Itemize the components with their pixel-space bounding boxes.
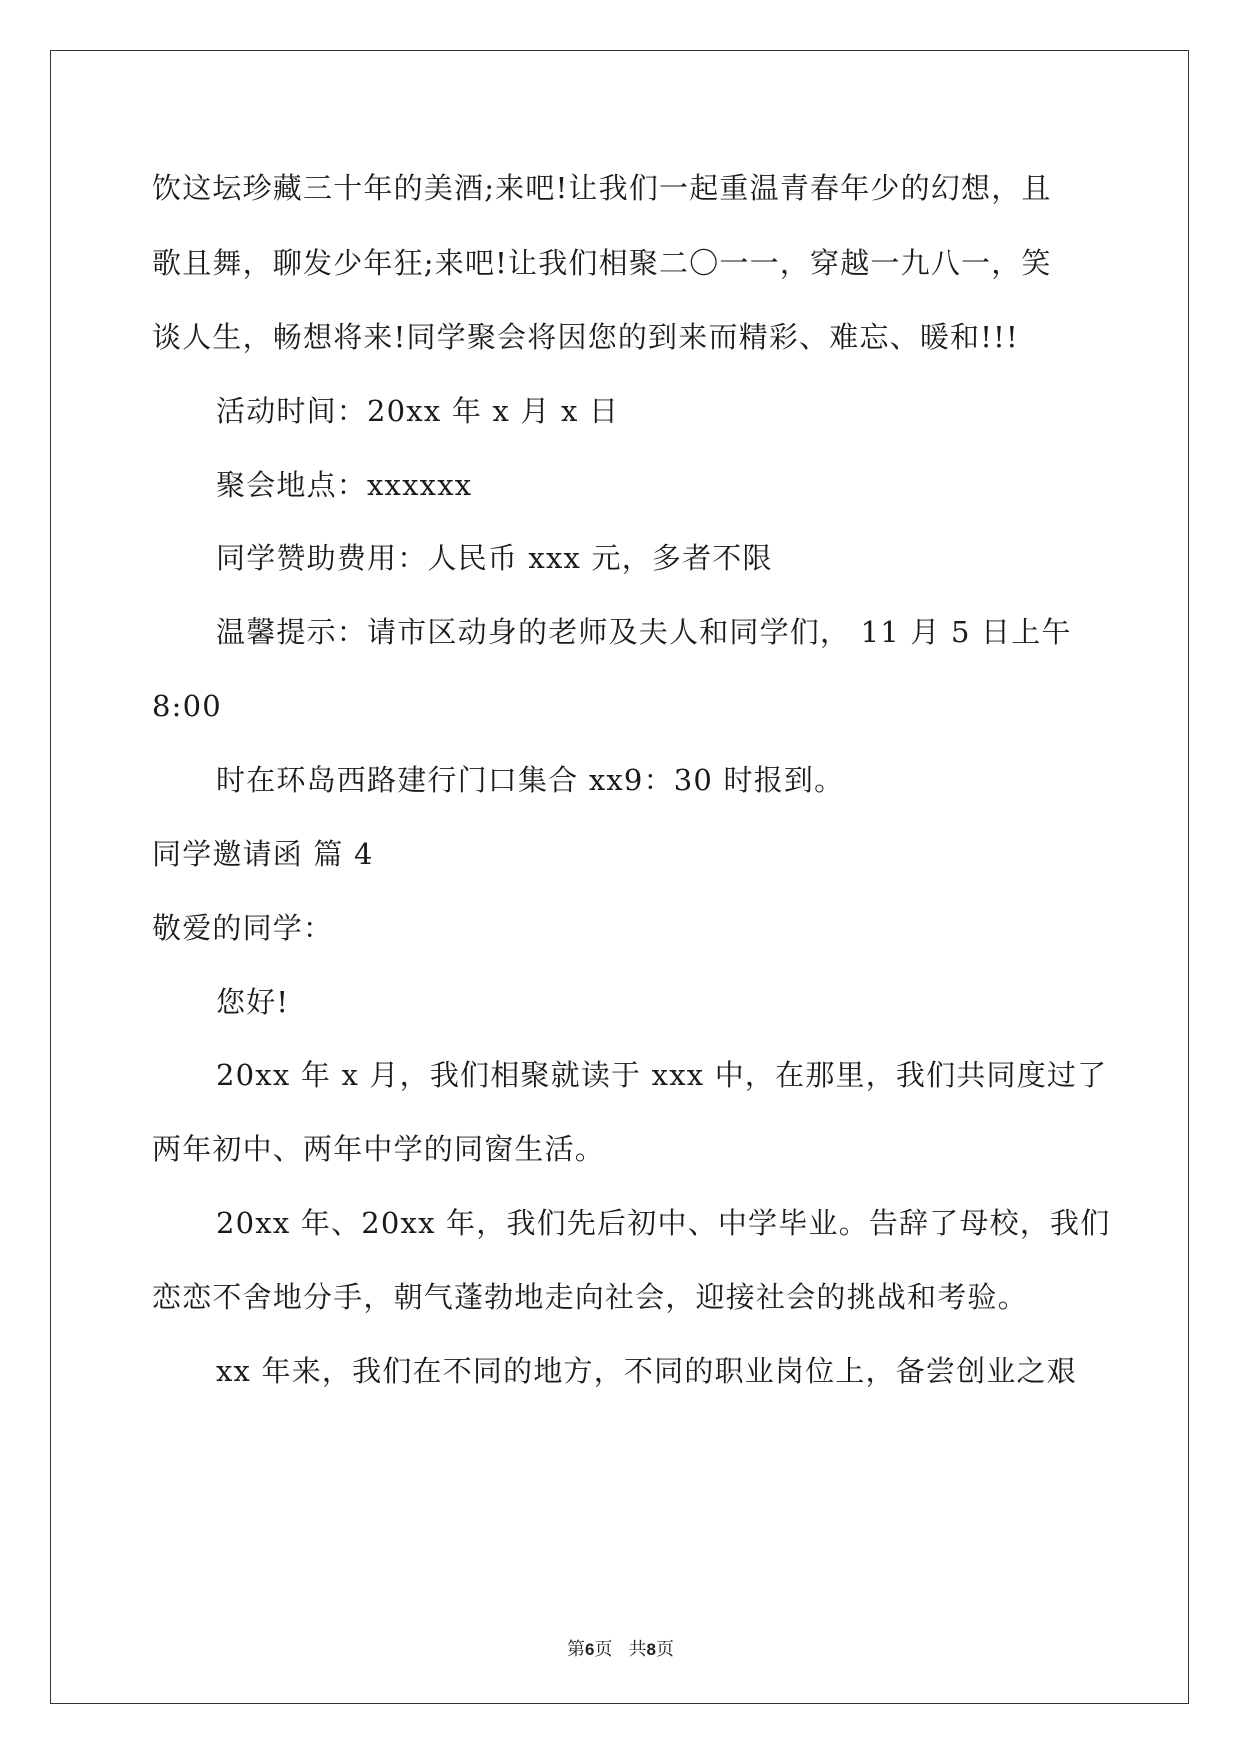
salutation: 敬爱的同学： [152, 911, 334, 945]
paragraph-line: 两年初中、两年中学的同窗生活。 [152, 1132, 606, 1166]
paragraph-line: 20xx 年、20xx 年，我们先后初中、中学毕业。告辞了母校，我们 [216, 1206, 1111, 1240]
paragraph-line: 饮这坛珍藏三十年的美酒;来吧!让我们一起重温青春年少的幻想，且 [152, 171, 1052, 205]
paragraph-line: 时在环岛西路建行门口集合 xx9：30 时报到。 [216, 763, 845, 797]
paragraph-line: 20xx 年 x 月，我们相聚就读于 xxx 中，在那里，我们共同度过了 [216, 1058, 1108, 1092]
greeting: 您好! [216, 985, 290, 1019]
reminder-line: 温馨提示：请市区动身的老师及夫人和同学们， 11 月 5 日上午 [216, 615, 1072, 649]
page-border [50, 50, 1189, 1704]
paragraph-line: 歌且舞，聊发少年狂;来吧!让我们相聚二〇一一，穿越一九八一，笑 [152, 246, 1052, 280]
paragraph-line: 8:00 [152, 689, 222, 723]
paragraph-line: xx 年来，我们在不同的地方，不同的职业岗位上，备尝创业之艰 [216, 1354, 1077, 1388]
section-heading: 同学邀请函 篇 4 [152, 837, 374, 871]
total-prefix: 共 [628, 1639, 647, 1660]
paragraph-line: 恋恋不舍地分手，朝气蓬勃地走向社会，迎接社会的挑战和考验。 [152, 1280, 1028, 1314]
event-time-line: 活动时间：20xx 年 x 月 x 日 [216, 394, 620, 428]
page-mid: 页 [594, 1639, 613, 1660]
sponsor-fee-line: 同学赞助费用：人民币 xxx 元，多者不限 [216, 541, 773, 575]
page-prefix: 第 [567, 1639, 586, 1660]
paragraph-line: 谈人生，畅想将来!同学聚会将因您的到来而精彩、难忘、暖和!!! [152, 320, 1019, 354]
page-footer [0, 1639, 1241, 1661]
page-current: 6 [585, 1640, 595, 1659]
page-total: 8 [646, 1640, 656, 1659]
event-venue-line: 聚会地点：xxxxxx [216, 468, 473, 502]
total-suffix: 页 [655, 1639, 674, 1660]
